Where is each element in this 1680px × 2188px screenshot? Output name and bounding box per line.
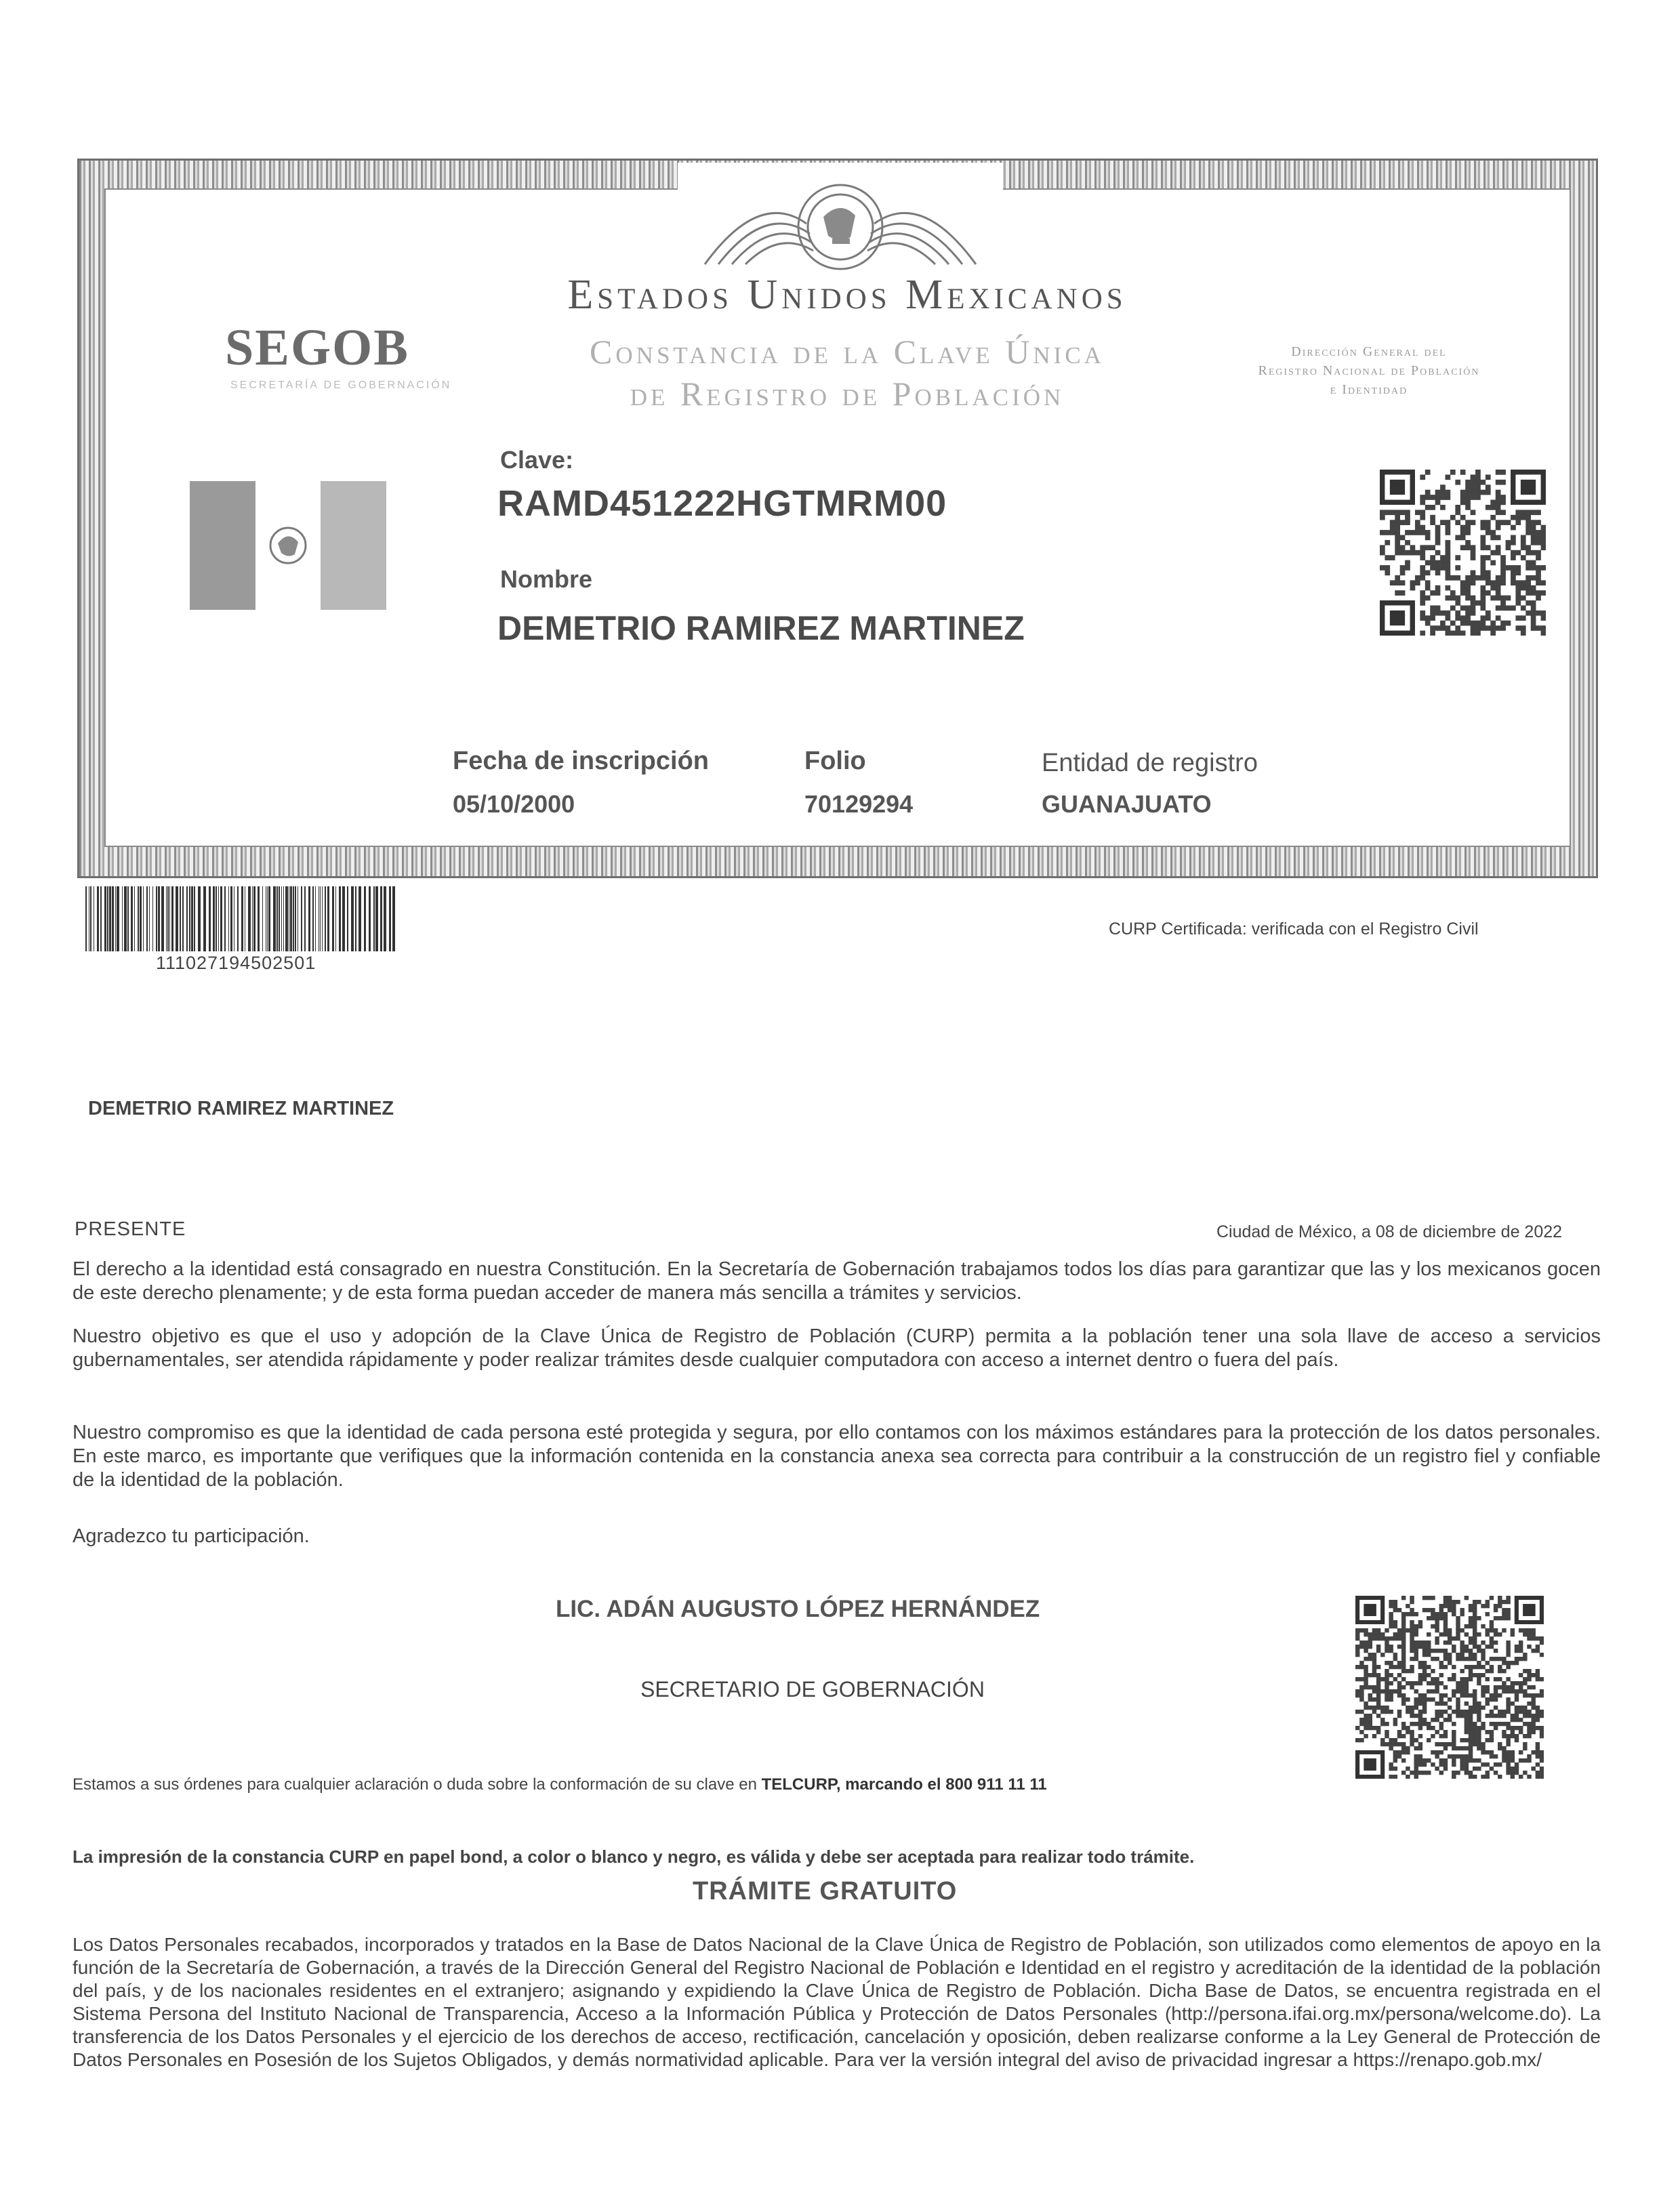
folio-value: 70129294 [804,790,914,818]
contact-phone: TELCURP, marcando el 800 911 11 11 [761,1775,1047,1794]
privacy-notice: Los Datos Personales recabados, incorporados y tratados en la Base de Datos Nacional de la Clave Única de Registro de Población, son utilizados como elementos de apoyo en la función de la Secretaría de Gobernación, a través de la Dirección General del Registro Nacional de Población e Identidad en el registro y acreditación de la identidad de la población del país, y de los nacionales residentes en el extranjero; asignando y expidiendo la Clave Única de Registro de Población. Dicha Base de Datos, se encuentra registrada en el Sistema Persona del Instituto Nacional de Transparencia, Acceso a la Información Pública y Protección de Datos Personales (http://persona.ifai.org.mx/persona/welcome.do). La transferencia de los Datos Personales y el ejercicio de los derechos de acceso, rectificación, cancelación y oposición, deben realizarse conforme a la Ley General de Protección de Datos Personales en Posesión de los Sujetos Obligados, y demás normatividad aplicable. Para ver la versión integral del aviso de privacidad ingresar a https://renapo.gob.mx/ [73,1934,1601,2070]
coat-of-arms-icon [678,163,1003,278]
segob-logo: SEGOB [225,319,409,376]
clave-value: RAMD451222HGTMRM00 [497,483,947,524]
barcode-number: 111027194502501 [156,953,316,973]
paragraph-commitment: Nuestro compromiso es que la identidad de cada persona esté protegida y segura, por ello contamos con los máximos estándares para la protección de los datos personales. En este marco, es importante que verifiques que la información contenida en la constancia anexa sea correcta para contribuir a la construcción de un registro fiel y confiable de la identidad de la población. [73,1422,1601,1491]
paragraph-identity: El derecho a la identidad está consagrado en nuestra Constitución. En la Secretaría de Gobernación trabajamos todos los días para garantizar que las y los mexicanos gocen de este derecho plenamente; y de esta forma puedan acceder de manera más sencilla a trámites y servicios. [73,1258,1601,1304]
folio-label: Folio [804,747,866,775]
document-title-line1: Constancia de la Clave Única [590,333,1105,371]
fecha-value: 05/10/2000 [453,790,575,818]
document-title [474,331,1220,415]
addressee: DEMETRIO RAMIREZ MARTINEZ [88,1098,394,1119]
contact-line [73,1775,1047,1794]
validity-note: La impresión de la constancia CURP en papel bond, a color o blanco y negro, es válida y debe ser aceptada para realizar todo trámite. [73,1846,1195,1867]
barcode-icon [84,886,397,951]
certification-note: CURP Certificada: verificada con el Registro Civil [1109,920,1479,938]
signer-title: SECRETARIO DE GOBERNACIÓN [640,1677,985,1701]
clave-label: Clave: [500,446,574,474]
segob-subtitle: SECRETARÍA DE GOBERNACIÓN [230,379,452,391]
entidad-value: GUANAJUATO [1042,790,1212,818]
qr-code-icon [1355,1596,1544,1779]
paragraph-objective: Nuestro objetivo es que el uso y adopción de la Clave Única de Registro de Población (CURP) permita a la población tener una sola llave de acceso a servicios gubernamentales, ser atendida rápidamente y poder realizar trámites desde cualquier computadora con acceso a internet dentro o fuera del país. [73,1325,1601,1371]
place-date: Ciudad de México, a 08 de diciembre de 2022 [1216,1222,1563,1241]
mexican-flag-icon [190,481,386,610]
greeting: PRESENTE [75,1218,186,1240]
nombre-value: DEMETRIO RAMIREZ MARTINEZ [497,609,1025,647]
nombre-label: Nombre [500,565,593,593]
thanks: Agradezco tu participación. [73,1525,310,1547]
directorate-line2: Registro Nacional de Población [1258,363,1480,378]
qr-code-icon [1380,470,1546,636]
signer-name: LIC. ADÁN AUGUSTO LÓPEZ HERNÁNDEZ [556,1596,1040,1622]
fecha-label: Fecha de inscripción [453,747,709,775]
directorate-line1: Dirección General del [1291,344,1447,359]
document-title-line2: de Registro de Población [630,375,1065,413]
free-procedure-label: TRÁMITE GRATUITO [693,1877,958,1905]
entidad-label: Entidad de registro [1042,749,1258,777]
contact-text: Estamos a sus órdenes para cualquier aclaración o duda sobre la conformación de su clave en [73,1775,762,1794]
directorate-label [1206,342,1532,399]
country-title: Estados Unidos Mexicanos [567,272,1127,318]
directorate-line3: e Identidad [1330,382,1408,397]
